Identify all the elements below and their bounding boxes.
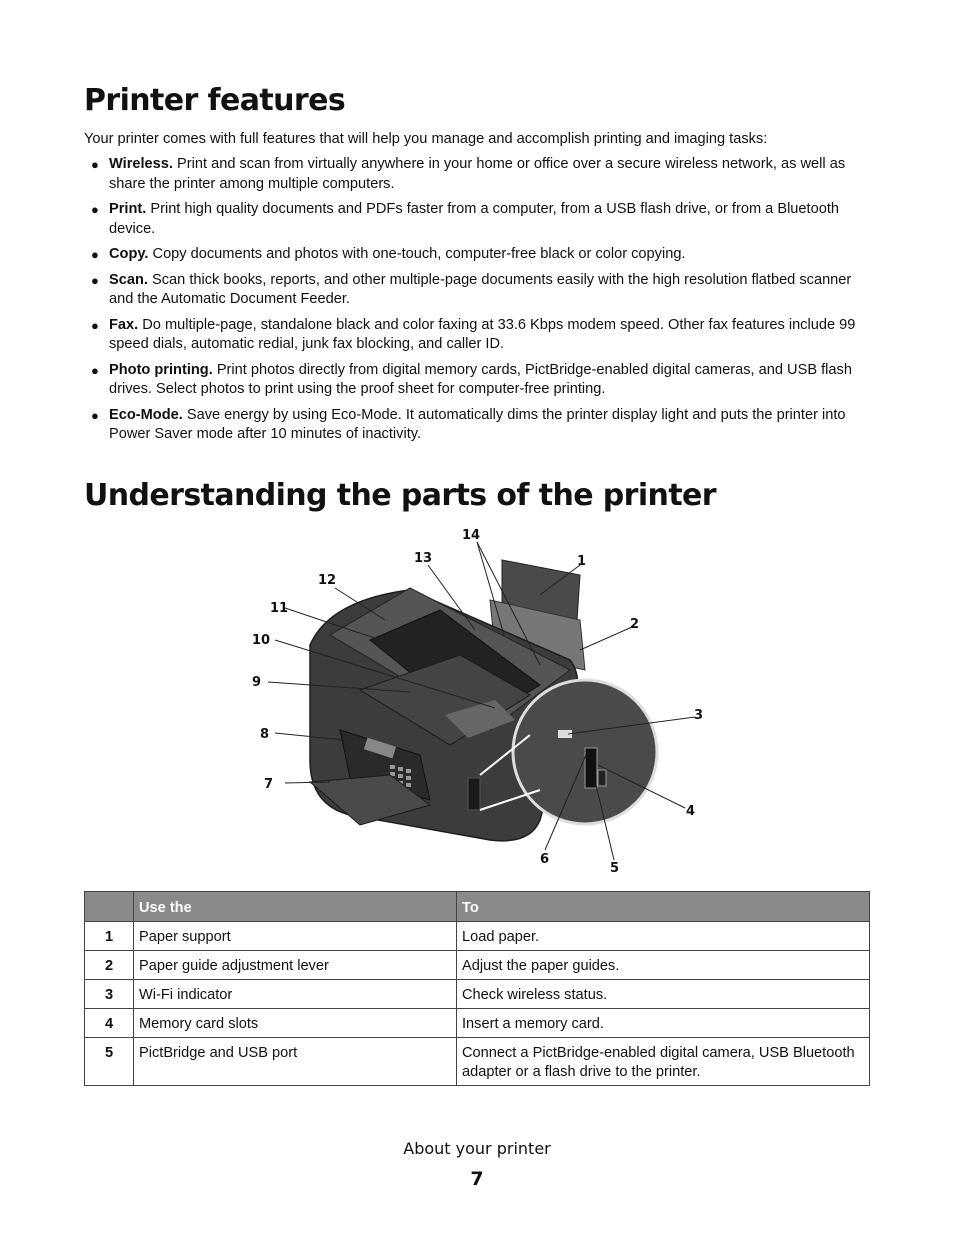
- callout-8: 8: [260, 727, 270, 742]
- column-header-number: [85, 892, 134, 922]
- row-to: Insert a memory card.: [457, 1009, 870, 1038]
- footer-section-label: About your printer: [403, 1139, 551, 1158]
- list-item: [84, 361, 874, 400]
- callout-7: 7: [264, 777, 274, 792]
- list-item: [84, 200, 874, 239]
- callout-3: 3: [694, 708, 704, 723]
- list-item: [84, 245, 874, 265]
- row-number: 1: [85, 922, 134, 951]
- feature-text: Print and scan from virtually anywhere in your home or office over a secure wireless network, as well as share the printer among multiple computers.: [109, 156, 846, 192]
- feature-text: Scan thick books, reports, and other multiple-page documents easily with the high resolution flatbed scanner and the Automatic Document Feeder.: [109, 271, 852, 307]
- list-item: [84, 316, 874, 355]
- intro-paragraph: Your printer comes with full features that will help you manage and accomplish printing and imaging tasks:: [84, 131, 768, 147]
- row-to: Connect a PictBridge-enabled digital camera, USB Bluetooth adapter or a flash drive to the printer.: [457, 1038, 870, 1086]
- row-number: 4: [85, 1009, 134, 1038]
- feature-text: Do multiple-page, standalone black and color faxing at 33.6 Kbps modem speed. Other fax features include 99 speed dials, automatic redial, junk fax blocking, and caller ID.: [109, 316, 856, 352]
- list-item: [84, 271, 874, 310]
- feature-name: Scan.: [109, 271, 148, 288]
- column-header-to: To: [457, 892, 870, 922]
- callout-10: 10: [252, 633, 271, 648]
- table-row: [85, 1009, 870, 1038]
- feature-text: Print photos directly from digital memory cards, PictBridge-enabled digital cameras, and USB flash drives. Select photos to print using the proof sheet for computer-free printing.: [109, 361, 852, 397]
- table-row: [85, 980, 870, 1009]
- column-header-use: Use the: [134, 892, 457, 922]
- feature-name: Eco-Mode.: [109, 406, 183, 423]
- row-use: Wi-Fi indicator: [134, 980, 457, 1009]
- callout-11: 11: [270, 601, 289, 616]
- table-row: [85, 951, 870, 980]
- bullet-icon: ●: [91, 407, 99, 423]
- row-use: PictBridge and USB port: [134, 1038, 457, 1086]
- row-to: Adjust the paper guides.: [457, 951, 870, 980]
- bullet-icon: ●: [91, 202, 99, 217]
- table-header-row: [85, 892, 870, 922]
- feature-list: [84, 155, 874, 451]
- row-to: Check wireless status.: [457, 980, 870, 1009]
- feature-text: Copy documents and photos with one-touch, computer-free black or color copying.: [152, 246, 686, 262]
- callout-4: 4: [686, 804, 696, 819]
- bullet-icon: ●: [91, 272, 99, 288]
- callout-6: 6: [540, 852, 550, 867]
- callout-2: 2: [630, 617, 640, 632]
- feature-text: Print high quality documents and PDFs faster from a computer, from a USB flash drive, or from a Bluetooth device.: [109, 201, 840, 237]
- callout-14: 14: [462, 528, 481, 543]
- page-number: 7: [470, 1168, 484, 1190]
- row-use: Memory card slots: [134, 1009, 457, 1038]
- feature-name: Fax.: [109, 316, 139, 333]
- callout-5: 5: [610, 861, 620, 876]
- feature-name: Wireless.: [109, 156, 173, 172]
- row-to: Load paper.: [457, 922, 870, 951]
- printer-parts-diagram: [240, 520, 720, 880]
- list-item: [84, 406, 874, 445]
- row-number: 5: [85, 1038, 134, 1086]
- bullet-icon: ●: [91, 317, 99, 333]
- bullet-icon: ●: [91, 362, 99, 378]
- list-item: [84, 155, 874, 194]
- callout-9: 9: [252, 675, 262, 690]
- printer-illustration: [310, 560, 657, 841]
- row-use: Paper support: [134, 922, 457, 951]
- table-row: [85, 922, 870, 951]
- table-row: [85, 1038, 870, 1086]
- feature-text: Save energy by using Eco-Mode. It automatically dims the printer display light and puts the printer into Power Saver mode after 10 minutes of inactivity.: [109, 406, 846, 442]
- callout-1: 1: [577, 554, 587, 569]
- row-use: Paper guide adjustment lever: [134, 951, 457, 980]
- parts-table: [84, 891, 870, 1086]
- row-number: 2: [85, 951, 134, 980]
- callout-13: 13: [414, 551, 433, 566]
- feature-name: Photo printing.: [109, 361, 213, 378]
- row-number: 3: [85, 980, 134, 1009]
- bullet-icon: ●: [91, 157, 99, 172]
- section-title-printer-parts: Understanding the parts of the printer: [84, 478, 717, 513]
- callout-12: 12: [318, 573, 337, 588]
- section-title-printer-features: Printer features: [84, 83, 346, 118]
- feature-name: Print.: [109, 201, 147, 217]
- feature-name: Copy.: [109, 246, 149, 262]
- bullet-icon: ●: [91, 247, 99, 262]
